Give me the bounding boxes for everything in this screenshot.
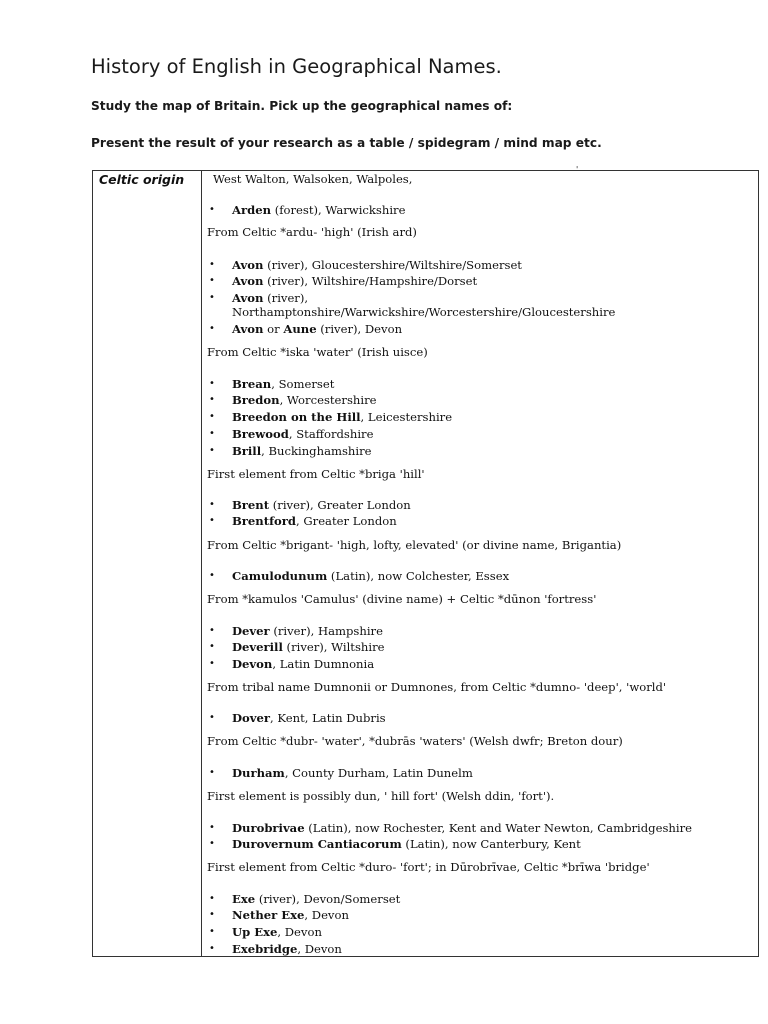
list-item-text: [232, 427, 373, 441]
place-name: Aune: [283, 322, 317, 336]
place-detail: , Worcestershire: [279, 393, 377, 407]
list-item-text: [232, 377, 334, 391]
list-item-continuation: Northamptonshire/Warwickshire/Worcestershire/Gloucestershire: [232, 305, 616, 319]
first-line: West Walton, Walsoken, Walpoles,: [213, 172, 413, 186]
etymology-note: From *kamulos 'Camulus' (divine name) + Celtic *dūnon 'fortress': [207, 592, 597, 606]
place-name: Deverill: [232, 640, 283, 654]
place-detail: , Somerset: [271, 377, 335, 391]
list-item-text: [232, 766, 473, 780]
place-detail: , Leicestershire: [360, 410, 453, 424]
list-item-text: [232, 908, 349, 922]
column-divider: [201, 171, 202, 956]
place-detail: (river),: [263, 291, 309, 305]
etymology-note: First element from Celtic *duro- 'fort'; in Dūrobrīvae, Celtic *brīwa 'bridge': [207, 860, 650, 874]
place-detail: , Kent, Latin Dubris: [270, 711, 386, 725]
place-detail: (Latin), now Colchester, Essex: [327, 569, 510, 583]
place-name: Devon: [232, 657, 273, 671]
place-detail: or: [263, 322, 284, 336]
etymology-note: From Celtic *ardu- 'high' (Irish ard): [207, 225, 417, 239]
place-detail: (river), Greater London: [269, 498, 411, 512]
etymology-note: From Celtic *dubr- 'water', *dubrās 'waters' (Welsh dwfr; Breton dour): [207, 734, 623, 748]
place-detail: , Greater London: [296, 514, 397, 528]
list-item-text: [232, 291, 308, 305]
list-item-text: [232, 322, 402, 336]
list-item-text: [232, 657, 374, 671]
place-name: Brentford: [232, 514, 297, 528]
place-name: Brean: [232, 377, 272, 391]
tick-mark: ': [576, 165, 579, 174]
etymology-note: From Celtic *brigant- 'high, lofty, elevated' (or divine name, Brigantia): [207, 538, 622, 552]
list-item-text: [232, 624, 383, 638]
etymology-note: First element is possibly dun, ' hill fort' (Welsh ddin, 'fort').: [207, 789, 555, 803]
etymology-note: From Celtic *iska 'water' (Irish uisce): [207, 345, 428, 359]
place-detail: (river), Hampshire: [269, 624, 383, 638]
instruction-study: Study the map of Britain. Pick up the geographical names of:: [91, 99, 513, 113]
list-item-text: [232, 925, 322, 939]
place-detail: (river), Wiltshire/Hampshire/Dorset: [263, 274, 478, 288]
place-name: Nether Exe: [232, 908, 305, 922]
etymology-note: First element from Celtic *briga 'hill': [207, 467, 425, 481]
place-name: Dover: [232, 711, 271, 725]
place-detail: (Latin), now Canterbury, Kent: [401, 837, 581, 851]
place-name: Dever: [232, 624, 270, 638]
list-item-text: [232, 711, 386, 725]
place-detail: (river), Gloucestershire/Wiltshire/Somerset: [263, 258, 522, 272]
list-item-text: [232, 569, 509, 583]
place-detail: (river), Devon: [316, 322, 403, 336]
names-table: [92, 165, 759, 957]
place-detail: , Devon: [304, 908, 349, 922]
origin-label: Celtic origin: [99, 172, 185, 187]
place-detail: , Devon: [277, 925, 322, 939]
list-item-text: [232, 640, 385, 654]
place-detail: , Staffordshire: [288, 427, 374, 441]
list-item-text: [232, 821, 692, 835]
place-name: Avon: [232, 322, 264, 336]
list-item-text: [232, 274, 477, 288]
list-item-text: [232, 514, 397, 528]
place-name: Arden: [232, 203, 272, 217]
place-name: Exe: [232, 892, 256, 906]
place-name: Up Exe: [232, 925, 278, 939]
list-item-text: [232, 892, 400, 906]
place-name: Brent: [232, 498, 270, 512]
place-name: Durovernum Cantiacorum: [232, 837, 402, 851]
place-detail: (forest), Warwickshire: [271, 203, 406, 217]
list-item-text: [232, 942, 342, 956]
place-name: Durham: [232, 766, 285, 780]
place-name: Avon: [232, 258, 264, 272]
page-title: History of English in Geographical Names.: [91, 55, 502, 78]
place-name: Brill: [232, 444, 262, 458]
etymology-note: From tribal name Dumnonii or Dumnones, from Celtic *dumno- 'deep', 'world': [207, 680, 667, 694]
place-detail: (Latin), now Rochester, Kent and Water Newton, Cambridgeshire: [304, 821, 692, 835]
place-name: Breedon on the Hill: [232, 410, 361, 424]
place-detail: , Buckinghamshire: [261, 444, 372, 458]
place-name: Durobrivae: [232, 821, 305, 835]
place-name: Avon: [232, 291, 264, 305]
list-item-text: [232, 258, 522, 272]
place-name: Exebridge: [232, 942, 298, 956]
place-detail: , Latin Dumnonia: [272, 657, 375, 671]
list-item-text: [232, 837, 581, 851]
list-item-text: [232, 393, 376, 407]
place-detail: (river), Wiltshire: [282, 640, 385, 654]
list-item-text: [232, 498, 411, 512]
place-name: Bredon: [232, 393, 280, 407]
list-item-text: [232, 444, 372, 458]
place-detail: , County Durham, Latin Dunelm: [284, 766, 473, 780]
list-item-text: [232, 410, 452, 424]
place-name: Brewood: [232, 427, 289, 441]
instruction-present: Present the result of your research as a table / spidegram / mind map etc.: [91, 136, 602, 150]
place-detail: (river), Devon/Somerset: [255, 892, 401, 906]
place-name: Camulodunum: [232, 569, 328, 583]
place-name: Avon: [232, 274, 264, 288]
place-detail: , Devon: [297, 942, 342, 956]
list-item-text: [232, 203, 405, 217]
